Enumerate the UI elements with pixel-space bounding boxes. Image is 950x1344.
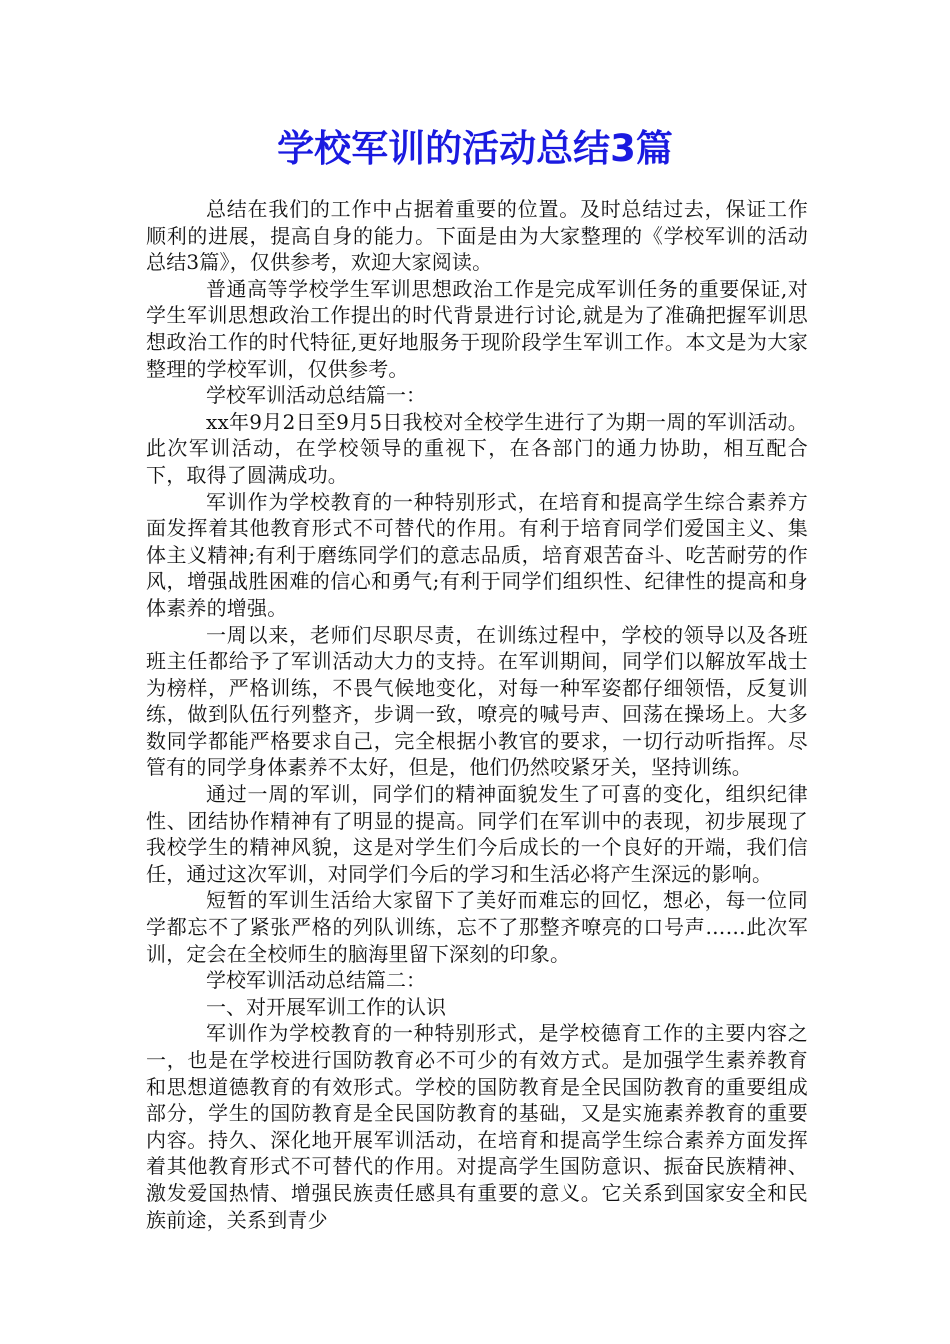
paragraph-intro: 总结在我们的工作中占据着重要的位置。及时总结过去，保证工作顺利的进展，提高自身的能力。下面是由为大家整理的《学校军训的活动总结3篇》，仅供参考，欢迎大家阅读。 bbox=[146, 197, 808, 275]
subsection-heading-understanding: 一、对开展军训工作的认识 bbox=[206, 994, 446, 1019]
document-title: 学校军训的活动总结3篇 bbox=[277, 127, 673, 170]
paragraph-background: 普通高等学校学生军训思想政治工作是完成军训任务的重要保证,对学生军训思想政治工作提出的时代背景进行讨论,就是为了准确把握军训思想政治工作的时代特征,更好地服务于现阶段学生军训工作。本文是为大家整理的学校军训，仅供参考。 bbox=[146, 276, 808, 381]
paragraph-teacher-support: 一周以来，老师们尽职尽责，在训练过程中，学校的领导以及各班班主任都给予了军训活动大力的支持。在军训期间，同学们以解放军战士为榜样，严格训练，不畏气候地变化，对每一种军姿都仔细领悟，反复训练，做到队伍行列整齐，步调一致，嘹亮的喊号声、回荡在操场上。大多数同学都能严格要求自己，完全根据小教官的要求，一切行动听指挥。尽管有的同学身体素养不太好，但是，他们仍然咬紧牙关，坚持训练。 bbox=[146, 622, 808, 780]
paragraph-training-role: 军训作为学校教育的一种特别形式，在培育和提高学生综合素养方面发挥着其他教育形式不可替代的作用。有利于培育同学们爱国主义、集体主义精神;有利于磨练同学们的意志品质，培育艰苦奋斗、吃苦耐劳的作风，增强战胜困难的信心和勇气;有利于同学们组织性、纪律性的提高和身体素养的增强。 bbox=[146, 489, 808, 620]
paragraph-memories: 短暂的军训生活给大家留下了美好而难忘的回忆，想必，每一位同学都忘不了紧张严格的列队训练，忘不了那整齐嘹亮的口号声……此次军训，定会在全校师生的脑海里留下深刻的印象。 bbox=[146, 888, 808, 966]
document-body bbox=[146, 196, 808, 1233]
section-heading-part-one: 学校军训活动总结篇一： bbox=[206, 383, 426, 408]
paragraph-outcomes: 通过一周的军训，同学们的精神面貌发生了可喜的变化，组织纪律性、团结协作精神有了明显的提高。同学们在军训中的表现，初步展现了我校学生的精神风貌，这是对学生们今后成长的一个良好的开端，我们信任，通过这次军训，对同学们今后的学习和生活必将产生深远的影响。 bbox=[146, 782, 808, 886]
paragraph-training-dates: xx年9月2日至9月5日我校对全校学生进行了为期一周的军训活动。此次军训活动，在学校领导的重视下，在各部门的通力协助，相互配合下，取得了圆满成功。 bbox=[146, 409, 808, 487]
section-heading-part-two: 学校军训活动总结篇二： bbox=[206, 968, 426, 993]
paragraph-military-training-significance: 军训作为学校教育的一种特别形式，是学校德育工作的主要内容之一，也是在学校进行国防教育必不可少的有效方式。是加强学生素养教育和思想道德教育的有效形式。学校的国防教育是全民国防教育的重要组成部分，学生的国防教育是全民国防教育的基础，又是实施素养教育的重要内容。持久、深化地开展军训活动，在培育和提高学生综合素养方面发挥着其他教育形式不可替代的作用。对提高学生国防意识、振奋民族精神、激发爱国热情、增强民族责任感具有重要的意义。它关系到国家安全和民族前途，关系到青少 bbox=[146, 1021, 808, 1232]
